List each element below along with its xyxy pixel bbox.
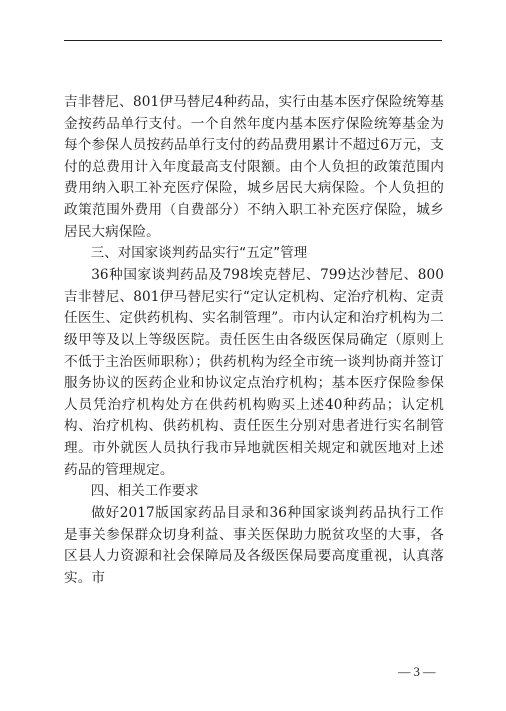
section-heading-3: 三、对国家谈判药品实行“五定”管理 xyxy=(90,246,308,262)
paragraph-five-fixed-management: 36种国家谈判药品及798埃克替尼、799达沙替尼、800吉非替尼、801伊马替尼实行“定认定机构、定治疗机构、定责任医生、定供药机构、实名制管理”。市内认定和治疗机构为二级甲等及以上等级医院。责任医生由各级医保局确定（原则上不低于主治医师职称）；供药机构为经全市统一谈判协商并签订服务协议的医药企业和协议定点治疗机构；基本医疗保险参保人员凭治疗机构处方在供药机构购买上述40种药品；认定机构、治疗机构、供药机构、责任医生分别对患者进行实名制管理。市外就医人员执行我市异地就医相关规定和就医地对上述药品的管理规定。 xyxy=(64,267,444,478)
document-body xyxy=(64,92,444,589)
paragraph-work-requirements: 做好2017版国家药品目录和36种国家谈判药品执行工作是事关参保群众切身利益、事关医保助力脱贫攻坚的大事，各区县人力资源和社会保障局及各级医保局要高度重视，认真落实。市 xyxy=(64,505,444,586)
paragraph-continued: 吉非替尼、801伊马替尼4种药品，实行由基本医疗保险统筹基金按药品单行支付。一个自然年度内基本医疗保险统筹基金为每个参保人员按药品单行支付的药品费用累计不超过6万元，支付的总费用计入年度最高支付限额。由个人负担的政策范围内费用纳入职工补充医疗保险，城乡居民大病保险。个人负担的政策范围外费用（自费部分）不纳入职工补充医疗保险，城乡居民大病保险。 xyxy=(64,94,444,240)
header-rule xyxy=(64,40,442,41)
section-heading-4: 四、相关工作要求 xyxy=(90,484,199,500)
page-number: — 3 — xyxy=(398,665,436,679)
